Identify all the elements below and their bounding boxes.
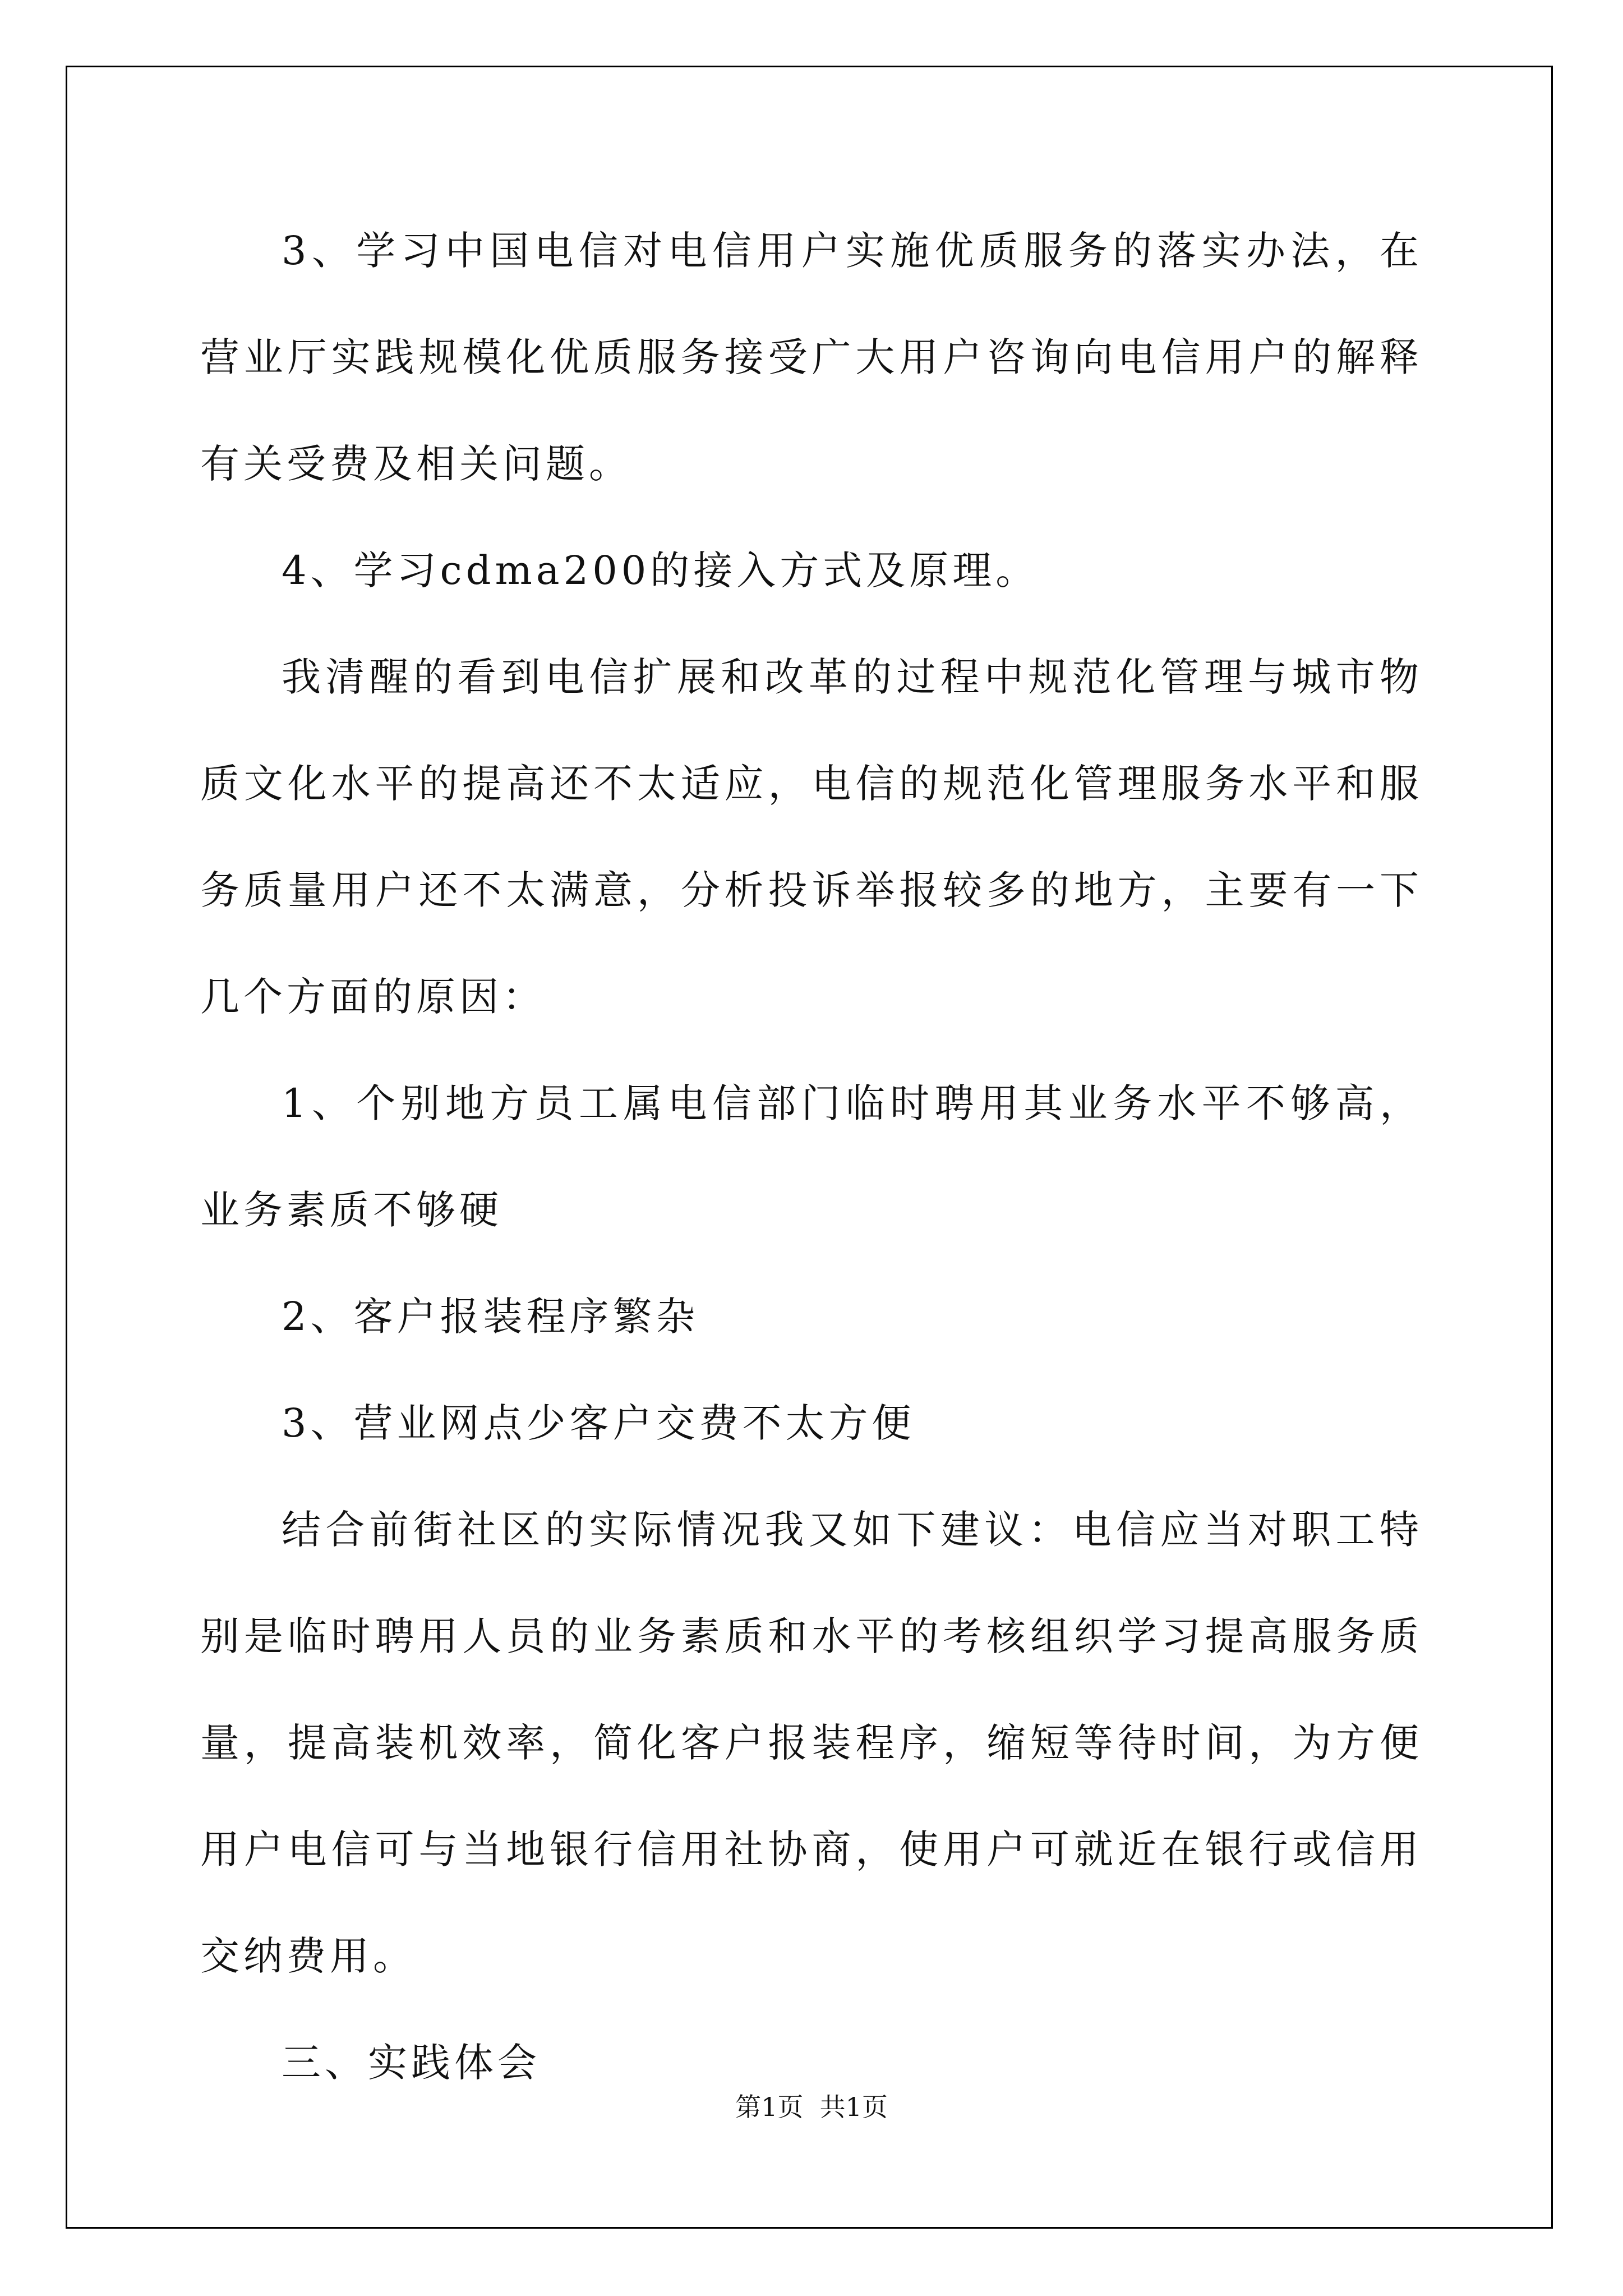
paragraph-3: 我清醒的看到电信扩展和改革的过程中规范化管理与城市物质文化水平的提高还不太适应，电信的规范化管理服务水平和服务质量用户还不太满意，分析投诉举报较多的地方，主要有一下几个方面的原因： [200,654,1423,1020]
paragraph-6: 3、营业网点少客户交费不太方便 [282,1400,915,1446]
paragraph-1: 3、学习中国电信对电信用户实施优质服务的落实办法，在营业厅实践规模化优质服务接受广大用户咨询向电信用户的解释有关受费及相关问题。 [200,228,1423,487]
paragraph-5: 2、客户报装程序繁杂 [282,1294,699,1340]
paragraph-2: 4、学习cdma200的接入方式及原理。 [282,547,1039,593]
paragraph-4: 1、个别地方员工属电信部门临时聘用其业务水平不够高，业务素质不够硬 [200,1080,1423,1233]
page-number-footer: 第1页 共1页 [735,2092,888,2122]
section-heading: 三、实践体会 [282,2040,541,2086]
document-body [200,197,1423,2116]
paragraph-7: 结合前街社区的实际情况我又如下建议：电信应当对职工特别是临时聘用人员的业务素质和水平的考核组织学习提高服务质量，提高装机效率，简化客户报装程序，缩短等待时间，为方便用户电信可与当地银行信用社协商，使用户可就近在银行或信用交纳费用。 [200,1507,1423,1979]
